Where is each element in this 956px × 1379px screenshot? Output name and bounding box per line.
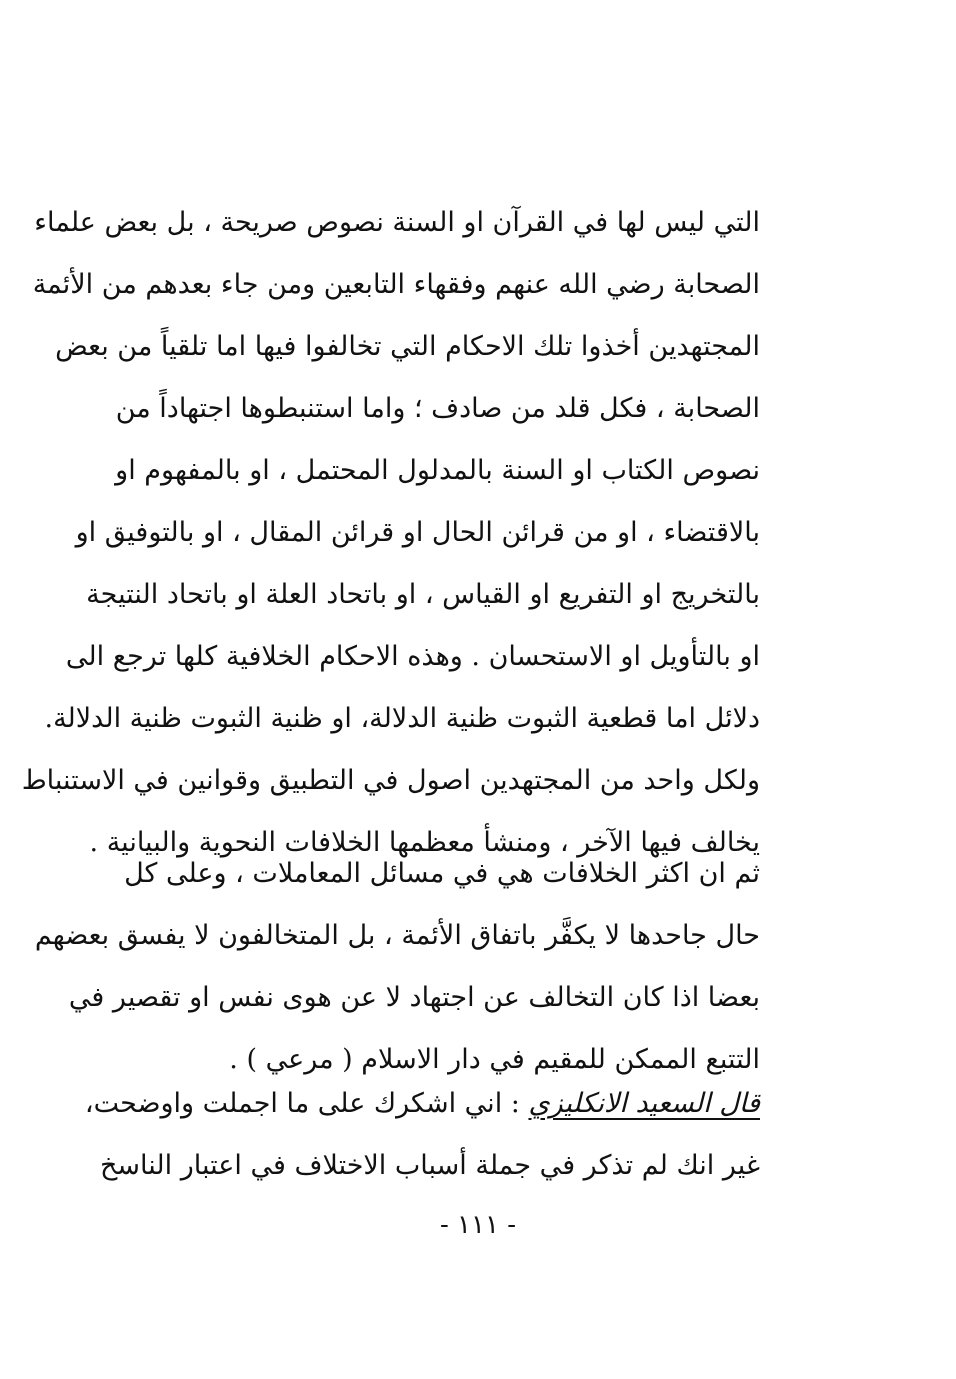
text-line: دلائل اما قطعية الثبوت ظنية الدلالة، او ظنية الثبوت ظنية الدلالة. — [44, 703, 760, 734]
text-line: نصوص الكتاب او السنة بالمدلول المحتمل ، او بالمفهوم او — [115, 455, 760, 486]
text-line: غير انك لم تذكر في جملة أسباب الاختلاف في اعتبار الناسخ — [99, 1150, 760, 1181]
page-number: - ١١١ - — [439, 1210, 517, 1240]
text-line: بالتخريج او التفريع او القياس ، او باتحاد العلة او باتحاد النتيجة — [86, 579, 760, 610]
text-line: ولكل واحد من المجتهدين اصول في التطبيق وقوانين في الاستنباط — [21, 765, 760, 796]
text-line: التي ليس لها في القرآن او السنة نصوص صريحة ، بل بعض علماء — [34, 207, 760, 238]
text-line: حال جاحدها لا يكفَّر باتفاق الأئمة ، بل المتخالفون لا يفسق بعضهم — [34, 920, 760, 951]
text-line: الصحابة رضي الله عنهم وفقهاء التابعين ومن جاء بعدهم من الأئمة — [32, 269, 760, 300]
paragraph-2 — [34, 843, 760, 1091]
text-line: يخالف فيها الآخر ، ومنشأ معظمها الخلافات النحوية والبيانية . — [89, 827, 760, 858]
text-line: المجتهدين أخذوا تلك الاحكام التي تخالفوا فيها اما تلقياً من بعض — [55, 331, 760, 362]
speaker-line-rest: : اني اشكرك على ما اجملت واوضحت، — [84, 1088, 529, 1119]
text-line: التتبع الممكن للمقيم في دار الاسلام ( مرعي ) . — [229, 1044, 760, 1075]
speaker-name: قال السعيد الانكليزي — [528, 1088, 760, 1119]
text-line: الصحابة ، فكل قلد من صادف ؛ واما استنبطوها اجتهاداً من — [115, 393, 760, 424]
paragraph-3 — [84, 1073, 760, 1197]
text-line: ثم ان اكثر الخلافات هي في مسائل المعاملات ، وعلى كل — [124, 858, 760, 889]
text-line: او بالتأويل او الاستحسان . وهذه الاحكام الخلافية كلها ترجع الى — [65, 641, 760, 672]
text-line: بعضا اذا كان التخالف عن اجتهاد لا عن هوى نفس او تقصير في — [68, 982, 760, 1013]
text-line: بالاقتضاء ، او من قرائن الحال او قرائن المقال ، او بالتوفيق او — [75, 517, 760, 548]
text-line — [84, 1073, 760, 1135]
